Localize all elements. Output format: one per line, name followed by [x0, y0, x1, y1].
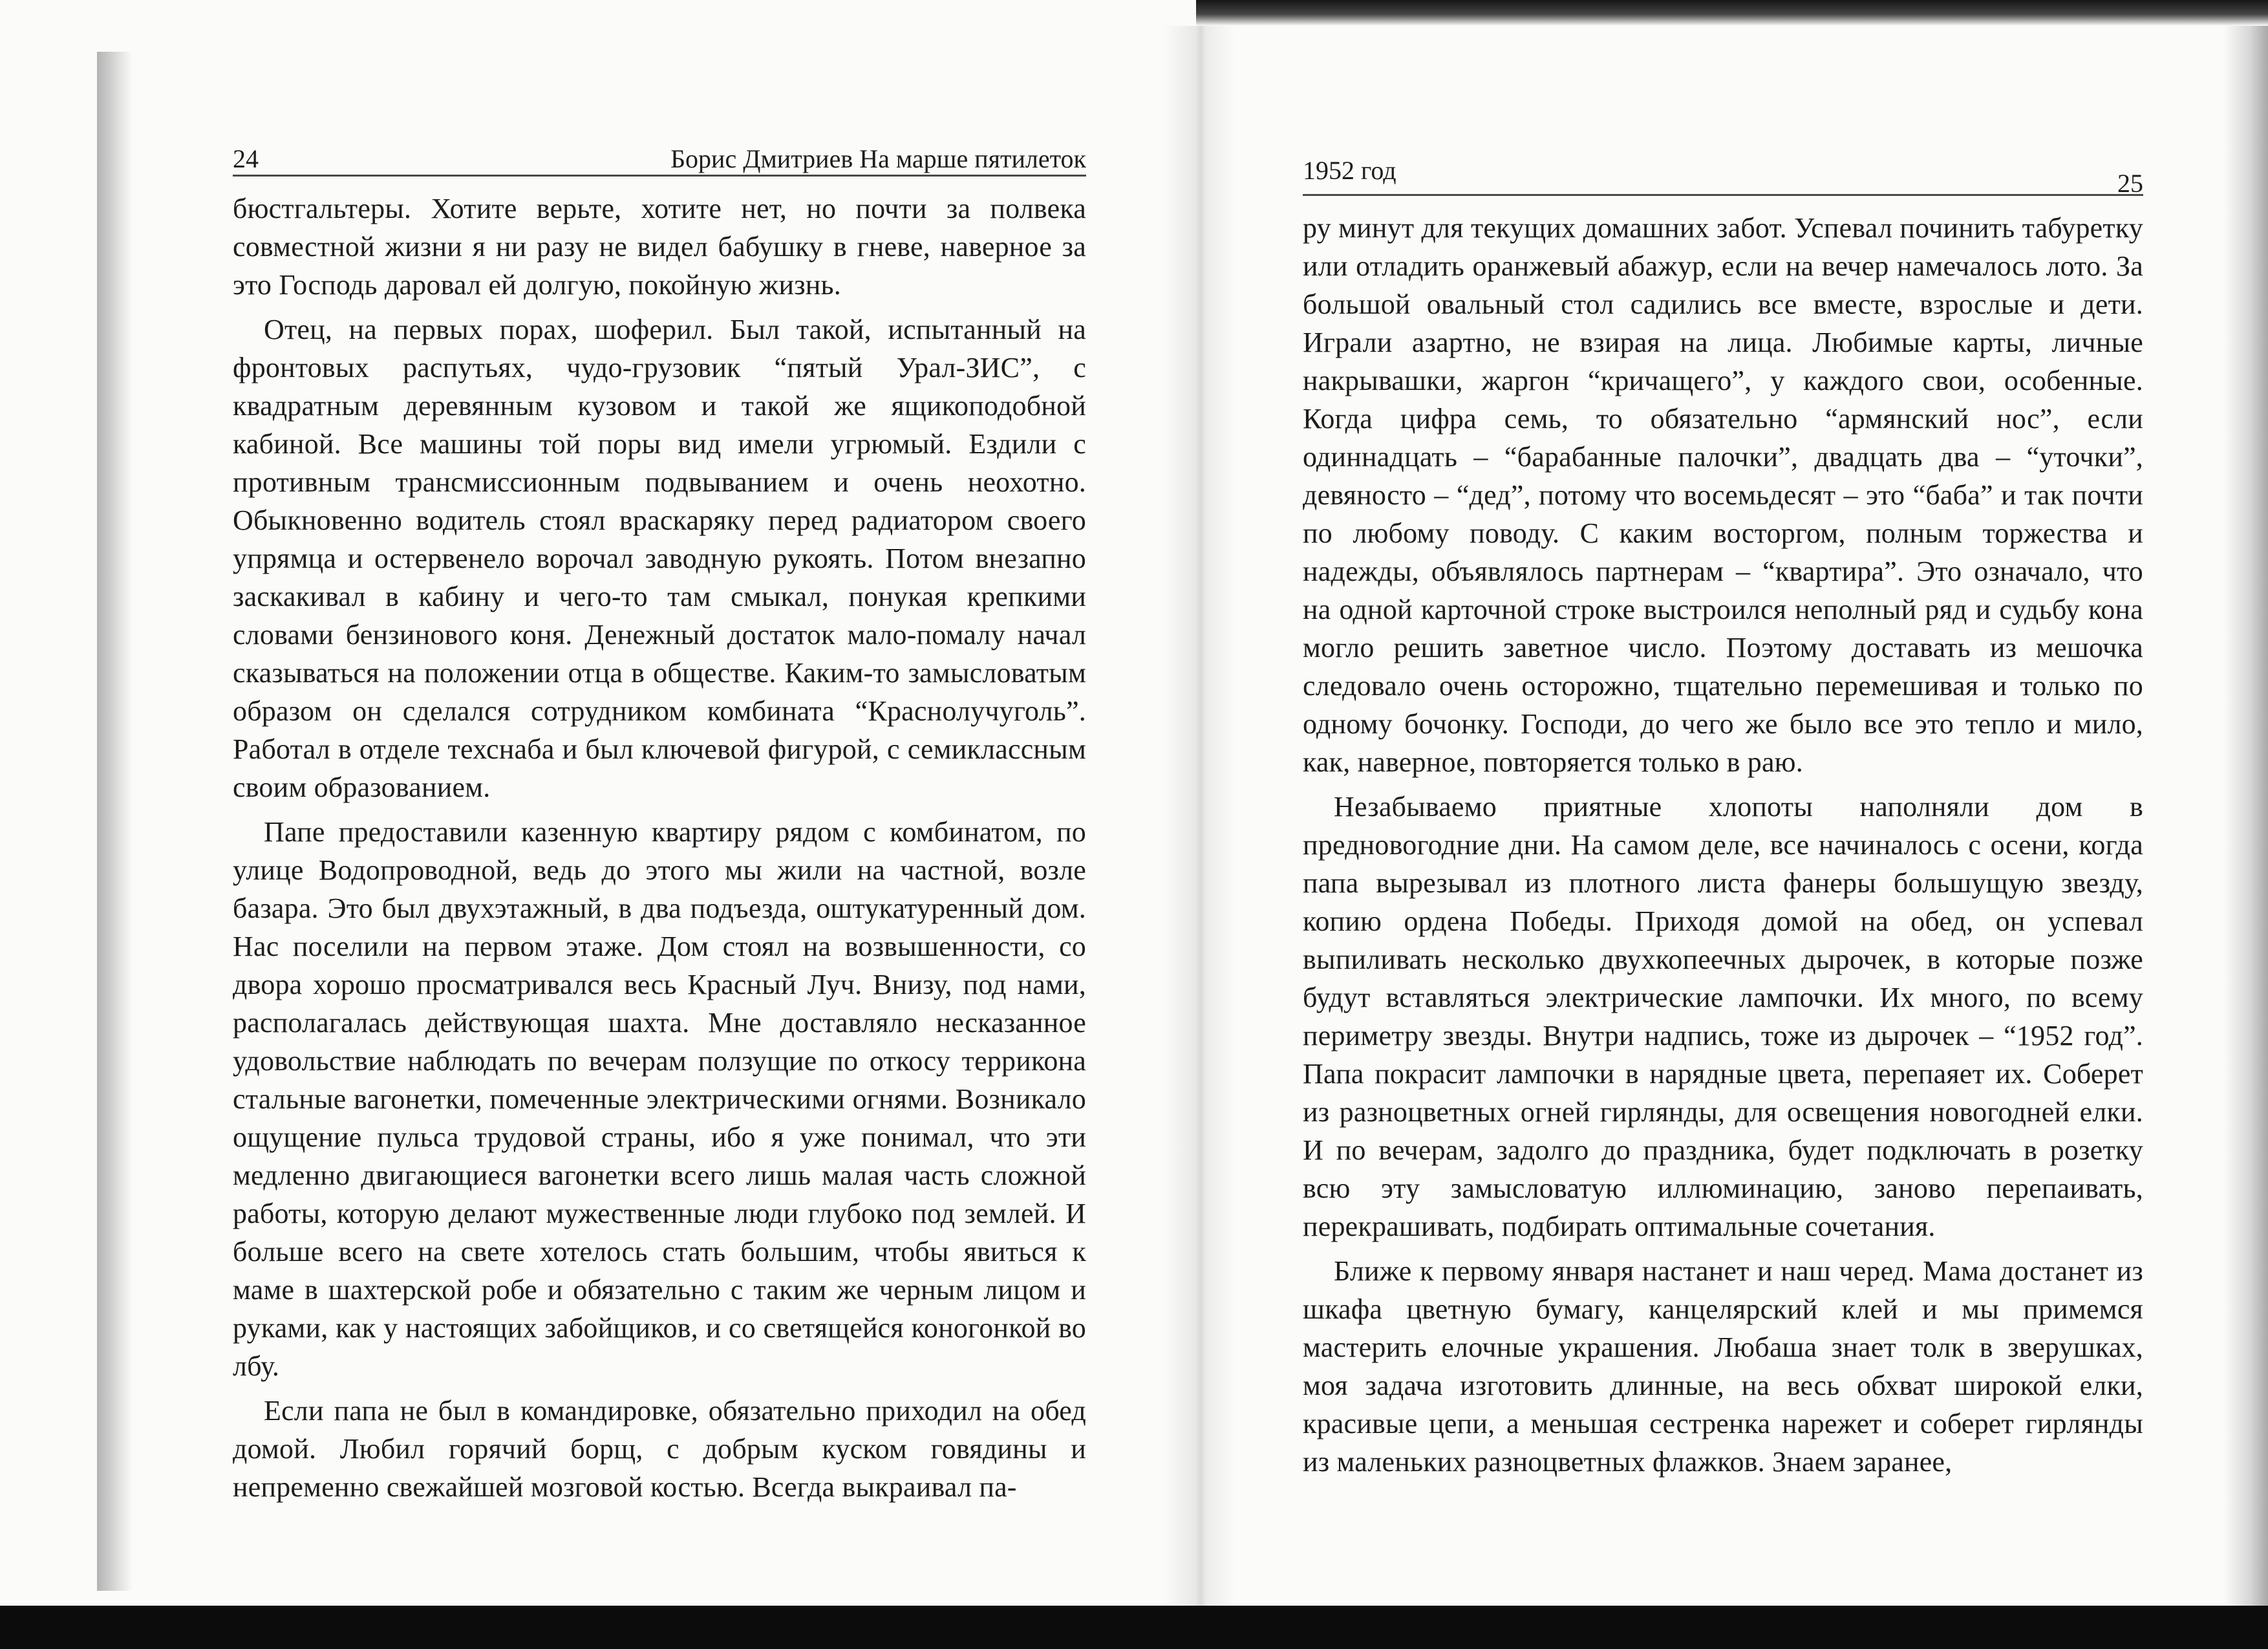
right-paragraph: ру минут для текущих домашних забот. Успевал починить табуретку или отладить оранжевый абажур, если на вечер намечалось лото. За большой овальный стол садились все вместе, взрослые и дети. Играли азартно, не взирая на лица. Любимые карты, личные накрывашки, жаргон “кричащего”, у каждого свои, особенные. Когда цифра семь, то обязательно “армянский нос”, если одиннадцать – “барабанные палочки”, двадцать два – “уточки”, девяносто – “дед”, потому что восемьдесят – это “баба” и так почти по любому поводу. С каким восторгом, полным торжества и надежды, объявлялось партнерам – “квартира”. Это означало, что на одной карточной строке выстроился неполный ряд и судьбу кона могло решить заветное число. Поэтому доставать из мешочка следовало очень осторожно, тщательно перемешивая и только по одному бочонку. Господи, до чего же было все это тепло и мило, как, наверное, повторяется только в раю.	[1303, 212, 2143, 778]
left-paragraph: Если папа не был в командировке, обязательно приходил на обед домой. Любил горячий борщ, с добрым куском говядины и непременно свежайшей мозговой костью. Всегда выкраивал па-	[233, 1395, 1086, 1503]
left-body-text	[233, 189, 1086, 1506]
left-paragraph: Папе предоставили казенную квартиру рядом с комбинатом, по улице Водопроводной, ведь до этого мы жили на частной, возле базара. Это был двухэтажный, в два подъезда, оштукатуренный дом. Нас поселили на первом этаже. Дом стоял на возвышенности, со двора хорошо просматривался весь Красный Луч. Внизу, под нами, располагалась действующая шахта. Мне доставляло несказанное удовольствие наблюдать по вечерам ползущие по откосу терриконa стальные вагонетки, помеченные электрическими огнями. Возникало ощущение пульса трудовой страны, ибо я уже понимал, что эти медленно двигающиеся вагонетки всего лишь малая часть сложной работы, которую делают мужественные люди глубоко под землей. И больше всего на свете хотелось стать большим, чтобы явиться к маме в шахтерской робе и обязательно с таким же черным лицом и руками, как у настоящих забойщиков, и со светящейся коногонкой во лбу.	[233, 816, 1086, 1382]
book-gutter	[1164, 26, 1235, 1606]
left-paragraph: Отец, на первых порах, шоферил. Был такой, испытанный на фронтовых распутьях, чудо-грузовик “пятый Урал-ЗИС”, с квадратным деревянным кузовом и такой же ящикоподобной кабиной. Все машины той поры вид имели угрюмый. Ездили с противным трансмиссионным подвыванием и очень неохотно. Обыкновенно водитель стоял враскаряку перед радиатором своего упрямца и остервенело ворочал заводную рукоять. Потом внезапно заскакивал в кабину и чего-то там смыкал, понукая крепкими словами бензинового коня. Денежный достаток мало-помалу начал сказываться на положении отца в обществе. Каким-то замысловатым образом он сделался сотрудником комбината “Краснолучуголь”. Работал в отделе техснаба и был ключевой фигурой, с семиклассным своим образованием.	[233, 314, 1086, 803]
right-running-title: 1952 год	[1303, 156, 1396, 185]
right-page-number: 25	[2117, 169, 2143, 198]
right-running-head	[1303, 149, 2143, 196]
left-page	[233, 129, 1086, 1513]
right-page	[1303, 149, 2143, 1487]
right-paragraph: Незабываемо приятные хлопоты наполняли дом в предновогодние дни. На самом деле, все начиналось с осени, когда папа вырезывал из плотного листа фанеры большущую звезду, копию ордена Победы. Приходя домой на обед, он успевал выпиливать несколько двухкопеечных дырочек, в которые позже будут вставляться электрические лампочки. Их много, по всему периметру звезды. Внутри надпись, тоже из дырочек – “1952 год”. Папа покрасит лампочки в нарядные цвета, перепаяет их. Соберет из разноцветных огней гирлянды, для освещения новогодней елки. И по вечерам, задолго до праздника, будет подключать в розетку всю эту замысловатую иллюминацию, заново перепаивать, перекрашивать, подбирать оптимальные сочетания.	[1303, 791, 2143, 1242]
right-paragraph: Ближе к первому января настанет и наш черед. Мама достанет из шкафа цветную бумагу, канцелярский клей и мы примемся мастерить елочные украшения. Любаша знает толк в зверушках, моя задача изготовить длинные, на весь обхват широкой елки, красивые цепи, а меньшая сестренка нарежет и соберет гирлянды из маленьких разноцветных флажков. Знаем заранее,	[1303, 1255, 2143, 1478]
left-page-number: 24	[233, 144, 259, 173]
top-shadow	[1196, 0, 2268, 26]
right-page-edge	[2224, 26, 2268, 1606]
left-running-head	[233, 129, 1086, 177]
left-page-edge	[97, 52, 133, 1591]
right-body-text	[1303, 209, 2143, 1481]
left-paragraph: бюстгальтеры. Хотите верьте, хотите нет, но почти за полвека совместной жизни я ни разу не видел бабушку в гневе, наверное за это Господь даровал ей долгую, покойную жизнь.	[233, 193, 1086, 301]
left-running-title: Борис Дмитриев На марше пятилеток	[670, 144, 1086, 173]
bottom-scan-border	[0, 1606, 2268, 1649]
